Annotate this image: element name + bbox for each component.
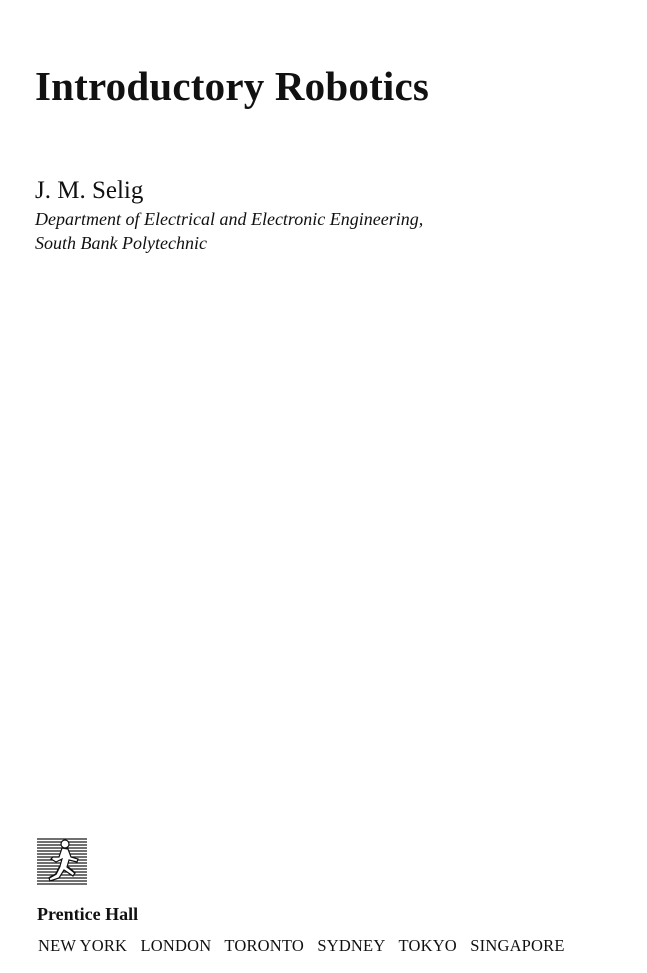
city-singapore: SINGAPORE (470, 936, 565, 955)
city-toronto: TORONTO (224, 936, 304, 955)
author-department: Department of Electrical and Electronic Engineering, (35, 209, 424, 229)
city-tokyo: TOKYO (398, 936, 457, 955)
city-new-york: NEW YORK (38, 936, 128, 955)
city-london: LONDON (140, 936, 212, 955)
publisher-name: Prentice Hall (37, 904, 139, 924)
prentice-hall-runner-icon (37, 837, 87, 887)
city-sydney: SYDNEY (317, 936, 386, 955)
author-institution: South Bank Polytechnic (35, 233, 207, 253)
publisher-cities (38, 938, 565, 955)
author-name: J. M. Selig (35, 177, 144, 204)
book-title: Introductory Robotics (35, 63, 430, 109)
